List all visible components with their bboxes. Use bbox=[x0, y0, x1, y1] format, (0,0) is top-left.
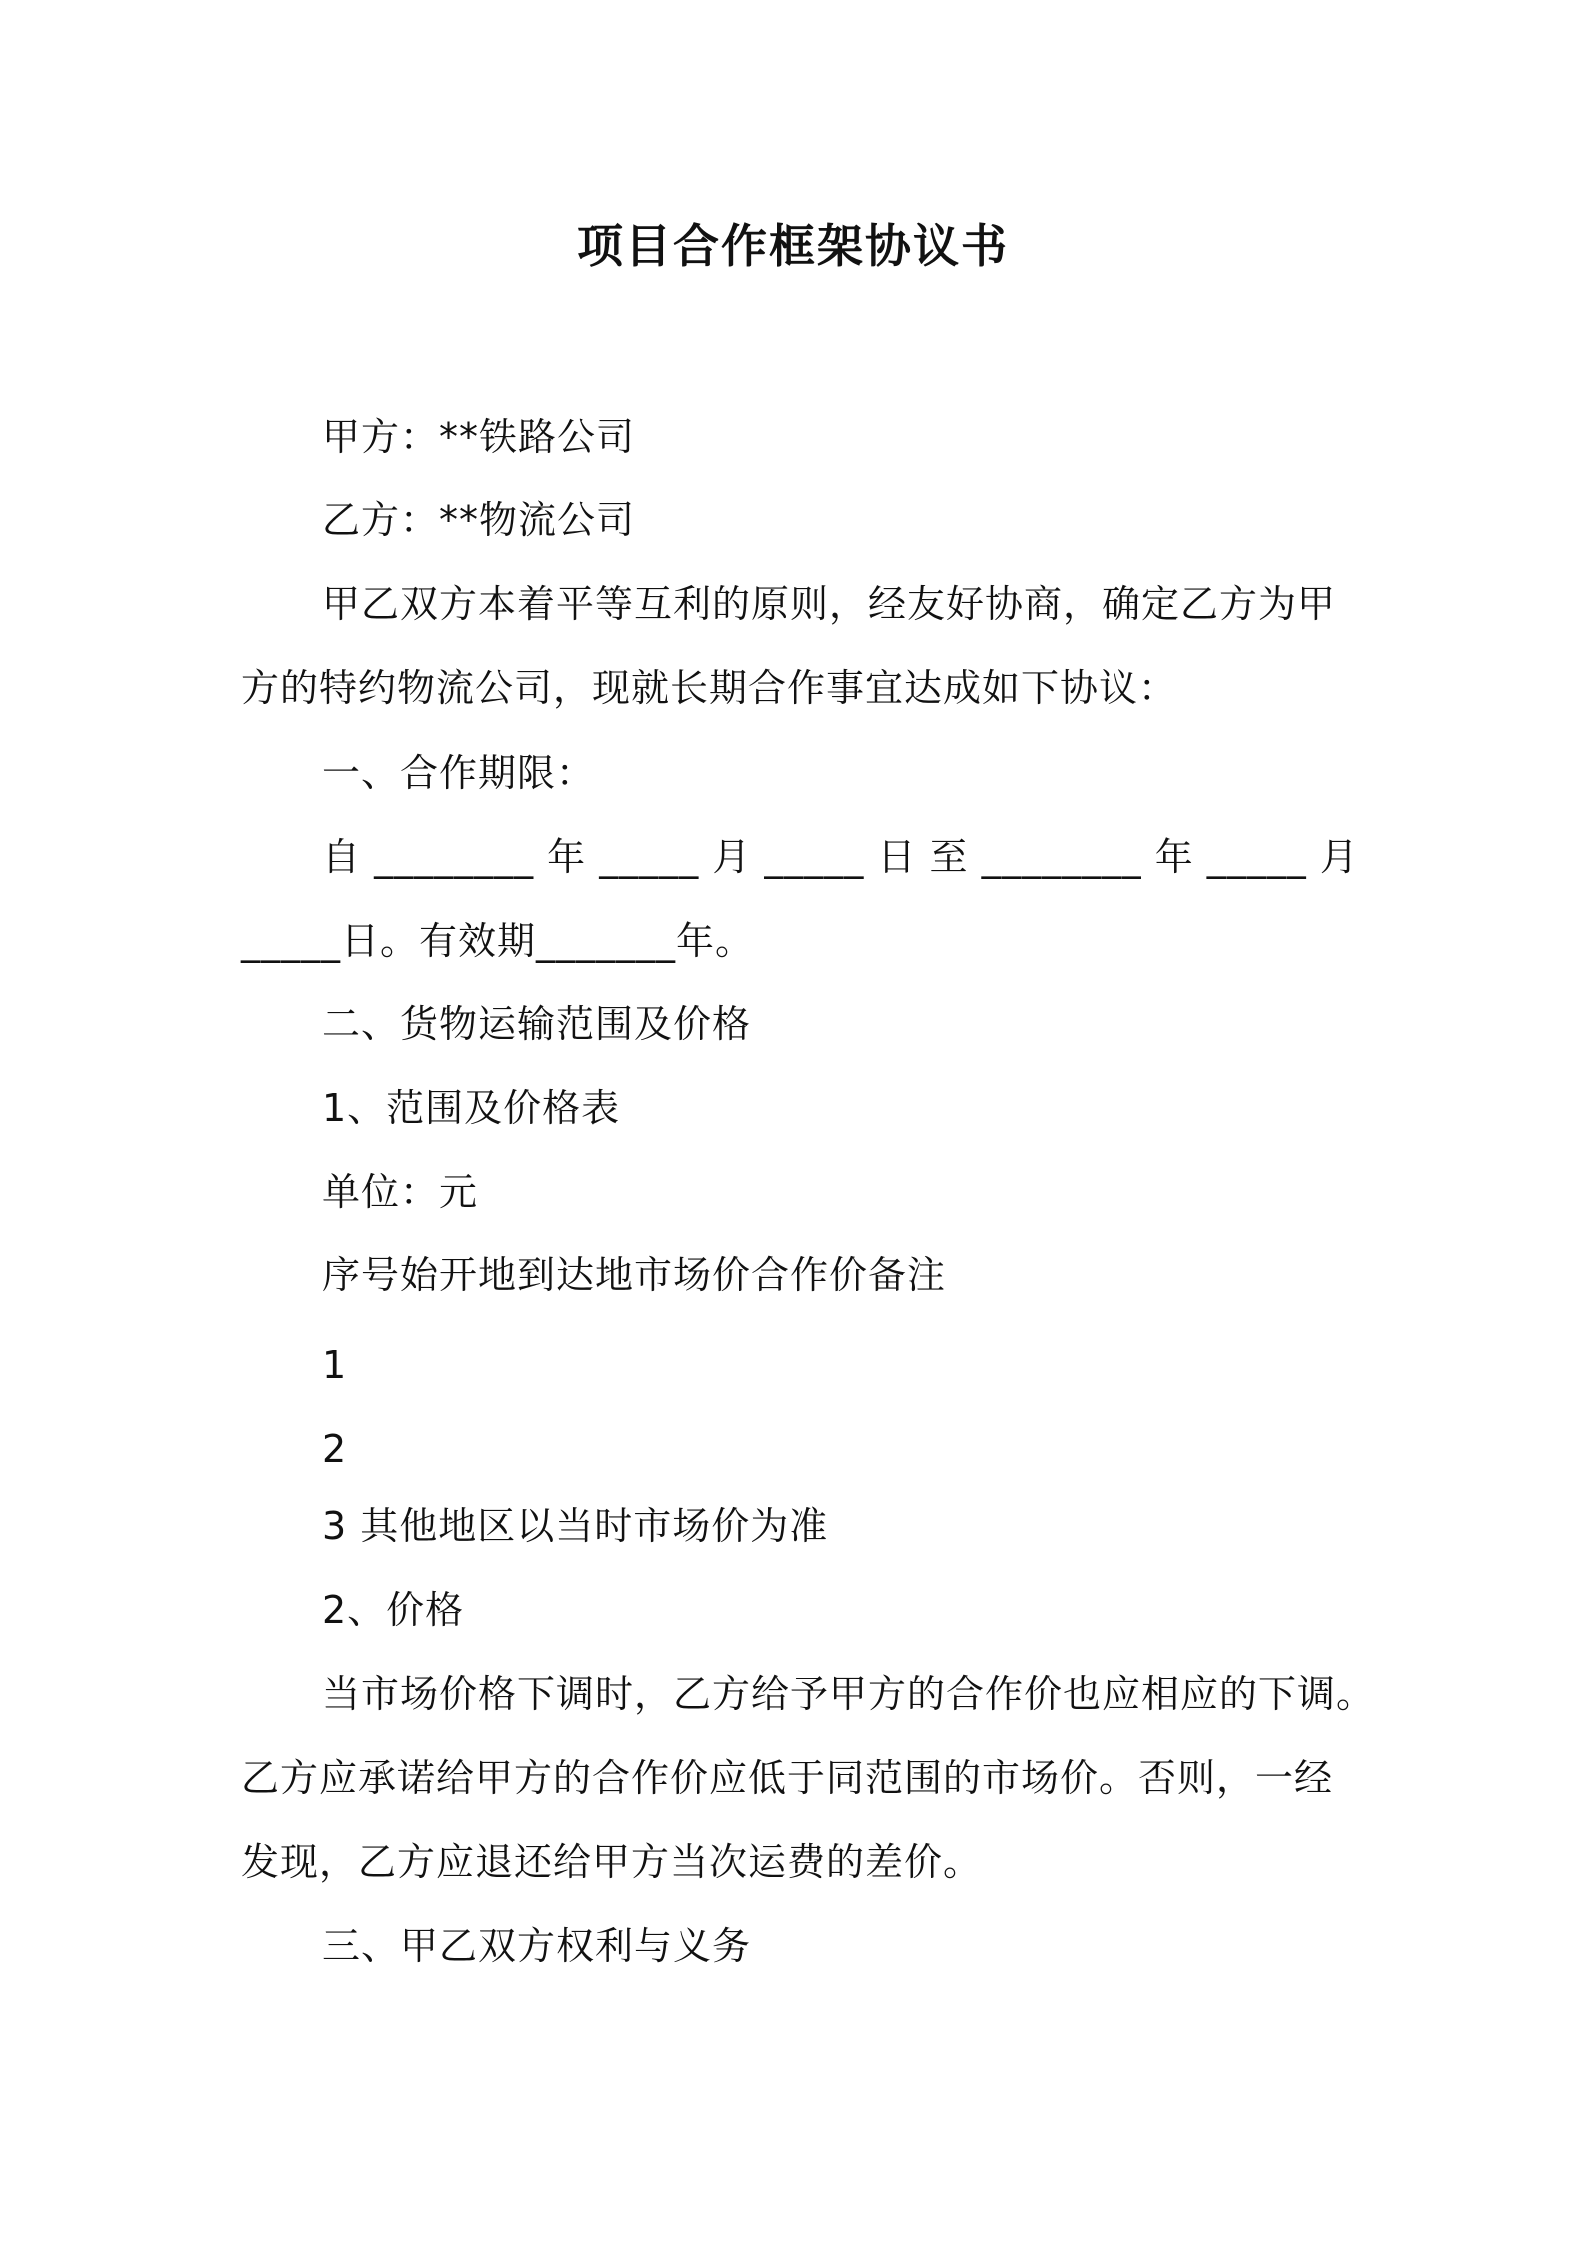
term-line-2: _____日。有效期_______年。 bbox=[241, 919, 755, 963]
section3-heading: 三、甲乙双方权利与义务 bbox=[322, 1924, 752, 1968]
sub2-heading: 2、价格 bbox=[322, 1588, 465, 1632]
document-title: 项目合作框架协议书 bbox=[577, 219, 1009, 273]
price-paragraph-line-2: 乙方应承诺给甲方的合作价应低于同范围的市场价。否则，一经 bbox=[241, 1756, 1334, 1800]
sub1-heading: 1、范围及价格表 bbox=[322, 1086, 621, 1130]
intro-paragraph-line-1: 甲乙双方本着平等互利的原则，经友好协商，确定乙方为甲 bbox=[322, 582, 1337, 626]
party-b-line: 乙方：**物流公司 bbox=[322, 498, 636, 542]
table-row-2: 2 bbox=[322, 1427, 348, 1471]
unit-line: 单位：元 bbox=[322, 1170, 479, 1214]
price-paragraph-line-1: 当市场价格下调时，乙方给予甲方的合作价也应相应的下调。 bbox=[322, 1672, 1376, 1716]
intro-paragraph-line-2: 方的特约物流公司，现就长期合作事宜达成如下协议： bbox=[241, 666, 1178, 710]
table-header-line: 序号始开地到达地市场价合作价备注 bbox=[322, 1253, 947, 1297]
party-a-line: 甲方：**铁路公司 bbox=[322, 415, 636, 459]
table-row-3: 3 其他地区以当时市场价为准 bbox=[322, 1504, 829, 1548]
section2-heading: 二、货物运输范围及价格 bbox=[322, 1002, 752, 1046]
price-paragraph-line-3: 发现，乙方应退还给甲方当次运费的差价。 bbox=[241, 1840, 983, 1884]
table-row-1: 1 bbox=[322, 1343, 348, 1387]
section1-heading: 一、合作期限： bbox=[322, 751, 596, 795]
term-line-1: 自 ________ 年 _____ 月 _____ 日 至 ________ 年 _____ 月 bbox=[322, 835, 1359, 879]
